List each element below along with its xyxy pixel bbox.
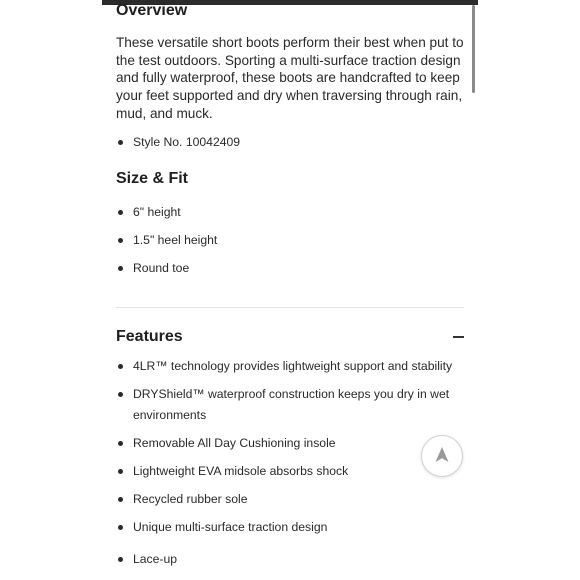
bullet-icon bbox=[118, 497, 123, 502]
features-heading[interactable]: Features bbox=[116, 328, 183, 345]
list-item-text: 1.5" heel height bbox=[133, 233, 218, 247]
arrow-up-icon bbox=[432, 445, 452, 465]
bullet-icon bbox=[118, 557, 123, 562]
list-item bbox=[116, 356, 456, 377]
bullet-icon bbox=[118, 238, 123, 243]
list-item-text: Unique multi-surface traction design bbox=[133, 520, 328, 534]
list-item bbox=[116, 132, 456, 153]
list-item bbox=[116, 517, 456, 538]
list-item-text: Recycled rubber sole bbox=[133, 492, 248, 506]
bullet-icon bbox=[118, 441, 123, 446]
scrollbar-thumb[interactable] bbox=[472, 5, 475, 93]
bullet-icon bbox=[118, 266, 123, 271]
list-item bbox=[116, 230, 456, 251]
bullet-icon bbox=[118, 525, 123, 530]
list-item bbox=[116, 433, 456, 454]
bullet-icon bbox=[118, 140, 123, 145]
list-item bbox=[116, 258, 456, 279]
list-item bbox=[116, 461, 456, 482]
bullet-icon bbox=[118, 364, 123, 369]
list-item bbox=[116, 202, 456, 223]
list-item-text: 6" height bbox=[133, 205, 181, 219]
list-item bbox=[116, 384, 456, 426]
minus-icon[interactable] bbox=[452, 329, 466, 343]
bullet-icon bbox=[118, 469, 123, 474]
style-number: Style No. 10042409 bbox=[133, 135, 241, 149]
scroll-to-top-button[interactable] bbox=[421, 435, 463, 477]
list-item-text: Lace-up bbox=[133, 552, 178, 566]
list-item-text: Removable All Day Cushioning insole bbox=[133, 436, 336, 450]
list-item bbox=[116, 489, 456, 510]
overview-heading: Overview bbox=[116, 2, 188, 19]
section-divider bbox=[116, 307, 464, 308]
bullet-icon bbox=[118, 210, 123, 215]
list-item-text: Round toe bbox=[133, 261, 190, 275]
list-item-text: 4LR™ technology provides lightweight support and stability bbox=[133, 359, 453, 373]
overview-description: These versatile short boots perform their best when put to the test outdoors. Sporting a multi-surface traction design and fully waterproof, these boots are handcrafted to keep your feet supported and dry when traversing through rain, mud, and muck. bbox=[116, 35, 464, 121]
list-item-text: DRYShield™ waterproof construction keeps you dry in wet environments bbox=[133, 387, 450, 422]
size-fit-heading: Size & Fit bbox=[116, 170, 189, 187]
bullet-icon bbox=[118, 392, 123, 397]
list-item bbox=[116, 549, 456, 570]
list-item-text: Lightweight EVA midsole absorbs shock bbox=[133, 464, 349, 478]
